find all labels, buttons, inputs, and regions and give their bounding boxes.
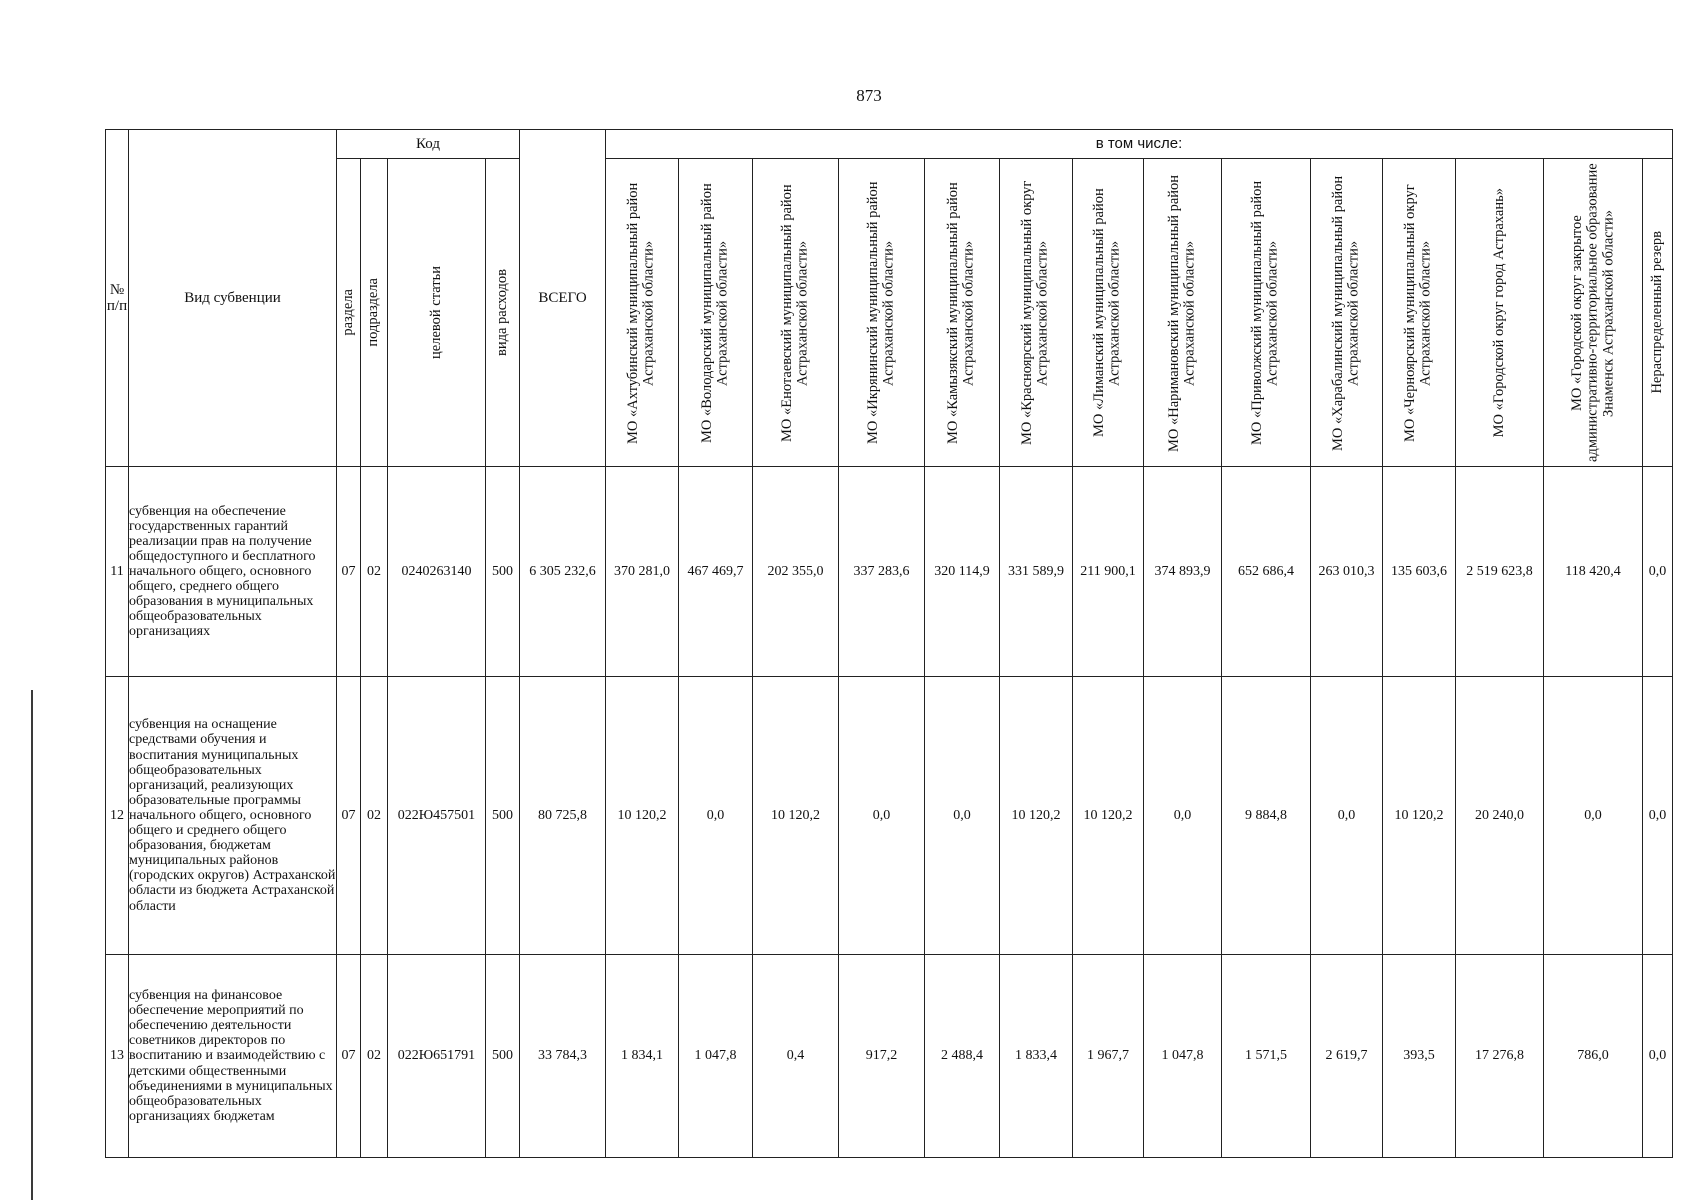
header-recipient-reserve xyxy=(1643,159,1673,467)
row-num: 11 xyxy=(106,467,129,677)
header-recipient-chernoyarsky xyxy=(1383,159,1456,467)
page-number: 873 xyxy=(856,86,882,105)
header-row-top xyxy=(106,130,1673,159)
row-section: 07 xyxy=(337,677,361,955)
row-value: 10 120,2 xyxy=(606,677,679,955)
row-value: 467 469,7 xyxy=(679,467,753,677)
header-code-section-label: раздела xyxy=(339,289,356,336)
row-value: 370 281,0 xyxy=(606,467,679,677)
header-code-section xyxy=(337,159,361,467)
row-value: 1 571,5 xyxy=(1222,955,1311,1158)
row-value: 1 834,1 xyxy=(606,955,679,1158)
row-value: 211 900,1 xyxy=(1073,467,1144,677)
row-description: субвенция на оснащение средствами обучения и воспитания муниципальных общеобразовательных организаций, реализующих образовательные программы начального общего, основного общего и среднего общего образования, бюджетам муниципальных районов (городских округов) Астраханской области из бюджета Астраханской области xyxy=(129,677,337,955)
row-value: 17 276,8 xyxy=(1456,955,1544,1158)
row-value: 786,0 xyxy=(1544,955,1643,1158)
row-value: 1 967,7 xyxy=(1073,955,1144,1158)
row-value: 0,0 xyxy=(1311,677,1383,955)
header-including: в том числе: xyxy=(606,130,1673,159)
recipient-label: МО «Наримановский муниципальный район Астраханской области» xyxy=(1165,173,1198,452)
row-value: 320 114,9 xyxy=(925,467,1000,677)
row-value: 0,0 xyxy=(1643,467,1673,677)
row-value: 9 884,8 xyxy=(1222,677,1311,955)
row-value: 202 355,0 xyxy=(753,467,839,677)
table-row xyxy=(106,467,1673,677)
row-description: субвенция на финансовое обеспечение мероприятий по обеспечению деятельности советников директоров по воспитанию и взаимодействию с детскими общественными объединениями в муниципальных общеобразовательных организациях бюджетам xyxy=(129,955,337,1158)
header-row-sub xyxy=(106,159,1673,467)
recipient-label: МО «Камызякский муниципальный район Астраханской области» xyxy=(945,181,977,444)
row-value: 1 047,8 xyxy=(679,955,753,1158)
row-value: 135 603,6 xyxy=(1383,467,1456,677)
row-value: 337 283,6 xyxy=(839,467,925,677)
row-value: 118 420,4 xyxy=(1544,467,1643,677)
header-code-subsection-label: подраздела xyxy=(365,278,382,347)
recipient-label: МО «Ахтубинский муниципальный район Астраханской области» xyxy=(625,181,657,444)
row-subsection: 02 xyxy=(361,467,388,677)
row-num: 12 xyxy=(106,677,129,955)
header-recipient-znamensk xyxy=(1544,159,1643,467)
subvention-table xyxy=(105,129,1673,1158)
row-target: 022Ю651791 xyxy=(388,955,486,1158)
row-value: 0,0 xyxy=(679,677,753,955)
row-value: 2 519 623,8 xyxy=(1456,467,1544,677)
header-recipient-akhtubinsky xyxy=(606,159,679,467)
header-code-subsection xyxy=(361,159,388,467)
recipient-label: МО «Енотаевский муниципальный район Астраханской области» xyxy=(778,183,811,442)
row-value: 393,5 xyxy=(1383,955,1456,1158)
recipient-label: МО «Володарский муниципальный район Астраханской области» xyxy=(698,182,731,443)
row-description: субвенция на обеспечение государственных гарантий реализации прав на получение общедоступного и бесплатного начального общего, основного общего, среднего общего образования в муниципальных общеобразовательных организациях xyxy=(129,467,337,677)
row-section: 07 xyxy=(337,955,361,1158)
row-value: 0,0 xyxy=(1144,677,1222,955)
header-recipient-volodarsky xyxy=(679,159,753,467)
row-expense: 500 xyxy=(486,677,520,955)
row-expense: 500 xyxy=(486,467,520,677)
row-value: 0,4 xyxy=(753,955,839,1158)
recipient-label: МО «Икрянинский муниципальный район Астраханской области» xyxy=(864,181,897,444)
row-value: 263 010,3 xyxy=(1311,467,1383,677)
row-target: 022Ю457501 xyxy=(388,677,486,955)
header-code-expense-label: вида расходов xyxy=(493,269,510,356)
row-value: 0,0 xyxy=(1643,955,1673,1158)
recipient-label: МО «Харабалинский муниципальный район Астраханской области» xyxy=(1329,174,1362,451)
recipient-label: МО «Черноярский муниципальный округ Астраханской области» xyxy=(1402,183,1434,442)
margin-line xyxy=(31,690,33,1200)
row-subsection: 02 xyxy=(361,677,388,955)
header-recipient-narimanovsky xyxy=(1144,159,1222,467)
recipient-label: МО «Городской округ город Астрахань» xyxy=(1490,187,1507,438)
header-recipient-astrakhan xyxy=(1456,159,1544,467)
row-value: 0,0 xyxy=(925,677,1000,955)
row-value: 374 893,9 xyxy=(1144,467,1222,677)
row-value: 0,0 xyxy=(1643,677,1673,955)
row-value: 20 240,0 xyxy=(1456,677,1544,955)
header-num: № п/п xyxy=(106,130,129,467)
row-value: 331 589,9 xyxy=(1000,467,1073,677)
row-value: 10 120,2 xyxy=(1383,677,1456,955)
row-value: 1 047,8 xyxy=(1144,955,1222,1158)
row-section: 07 xyxy=(337,467,361,677)
row-value: 2 488,4 xyxy=(925,955,1000,1158)
row-value: 0,0 xyxy=(839,677,925,955)
header-recipient-ikryaninsky xyxy=(839,159,925,467)
recipient-label: Нераспределенный резерв xyxy=(1648,231,1665,394)
header-code-target-label: целевой статьи xyxy=(427,266,444,359)
header-code-group: Код xyxy=(337,130,520,159)
row-value: 10 120,2 xyxy=(1073,677,1144,955)
recipient-label: МО «Лиманский муниципальный район Астраханской области» xyxy=(1091,188,1123,437)
row-total: 80 725,8 xyxy=(520,677,606,955)
row-total: 6 305 232,6 xyxy=(520,467,606,677)
header-recipient-krasnoyarsky xyxy=(1000,159,1073,467)
header-total: ВСЕГО xyxy=(520,130,606,467)
row-num: 13 xyxy=(106,955,129,1158)
header-subvention-type: Вид субвенции xyxy=(129,130,337,467)
row-value: 917,2 xyxy=(839,955,925,1158)
recipient-label: МО «Приволжский муниципальный район Астраханской области» xyxy=(1249,180,1281,445)
header-recipient-kharabalinsky xyxy=(1311,159,1383,467)
row-value: 652 686,4 xyxy=(1222,467,1311,677)
row-value: 1 833,4 xyxy=(1000,955,1073,1158)
recipient-label: МО «Городской округ закрытое административно-территориальное образование Знаменск Астраханской области» xyxy=(1568,163,1616,462)
row-value: 10 120,2 xyxy=(1000,677,1073,955)
header-code-target xyxy=(388,159,486,467)
recipient-label: МО «Красноярский муниципальный округ Астраханской области» xyxy=(1019,180,1051,445)
row-value: 10 120,2 xyxy=(753,677,839,955)
row-value: 2 619,7 xyxy=(1311,955,1383,1158)
row-value: 0,0 xyxy=(1544,677,1643,955)
row-target: 0240263140 xyxy=(388,467,486,677)
header-code-expense xyxy=(486,159,520,467)
header-recipient-privolzhsky xyxy=(1222,159,1311,467)
table-row xyxy=(106,677,1673,955)
row-subsection: 02 xyxy=(361,955,388,1158)
row-total: 33 784,3 xyxy=(520,955,606,1158)
header-recipient-limansky xyxy=(1073,159,1144,467)
table-row xyxy=(106,955,1673,1158)
row-expense: 500 xyxy=(486,955,520,1158)
header-recipient-kamyzyaksky xyxy=(925,159,1000,467)
header-recipient-enotaevsky xyxy=(753,159,839,467)
